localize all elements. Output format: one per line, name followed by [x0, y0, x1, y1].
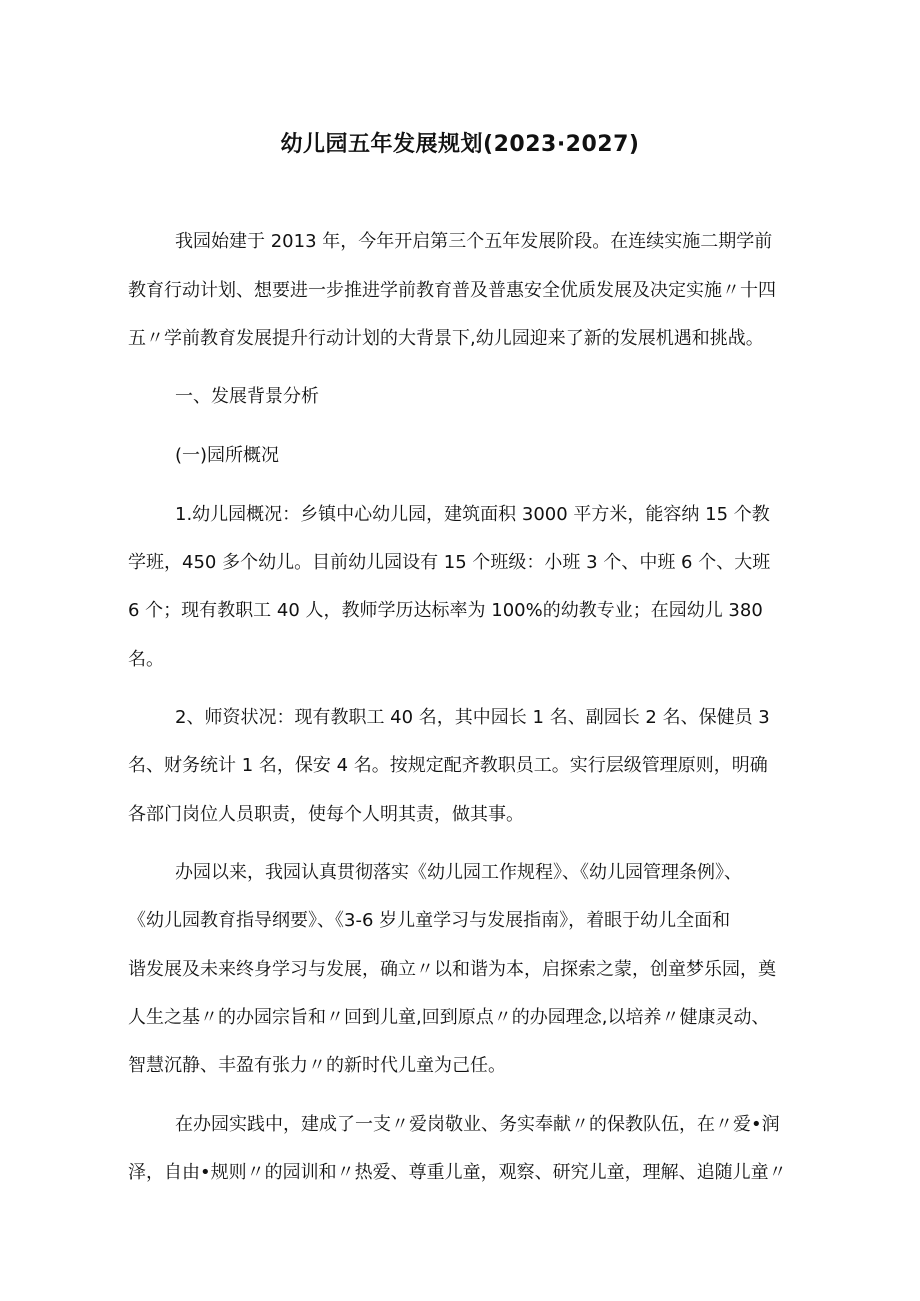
paragraph-line: 办园以来，我园认真贯彻落实《幼儿园工作规程》、《幼儿园管理条例》、 — [175, 862, 742, 883]
paragraph-line: 教育行动计划、想要进一步推进学前教育普及普惠安全优质发展及决定实施〃十四 — [128, 280, 776, 301]
subsection-heading: (一)园所概况 — [175, 445, 280, 466]
paragraph-line: 6 个；现有教职工 40 人，教师学历达标率为 100%的幼教专业；在园幼儿 380 — [128, 600, 763, 621]
paragraph-line: 谐发展及未来终身学习与发展，确立〃以和谐为本，启探索之蒙，创童梦乐园，奠 — [128, 959, 776, 980]
paragraph-line: 在办园实践中，建成了一支〃爱岗敬业、务实奉献〃的保教队伍，在〃爱•润 — [175, 1114, 780, 1135]
paragraph-line: 智慧沉静、丰盈有张力〃的新时代儿童为己任。 — [128, 1055, 506, 1076]
paragraph-line: 学班，450 多个幼儿。目前幼儿园设有 15 个班级：小班 3 个、中班 6 个、大班 — [128, 552, 771, 573]
document-title: 幼儿园五年发展规划(2023·2027) — [280, 132, 640, 157]
paragraph-line: 我园始建于 2013 年，今年开启第三个五年发展阶段。在连续实施二期学前 — [175, 231, 773, 252]
paragraph-line: 名。 — [128, 649, 164, 670]
paragraph-line: 各部门岗位人员职责，使每个人明其责，做其事。 — [128, 804, 524, 825]
section-heading: 一、发展背景分析 — [175, 386, 319, 407]
paragraph-line: 名、财务统计 1 名，保安 4 名。按规定配齐教职员工。实行层级管理原则，明确 — [128, 755, 768, 776]
paragraph-line: 泽，自由•规则〃的园训和〃热爱、尊重儿童，观察、研究儿童，理解、追随儿童〃 — [128, 1162, 787, 1183]
paragraph-line: 人生之基〃的办园宗旨和〃回到儿童,回到原点〃的办园理念,以培养〃健康灵动、 — [128, 1007, 770, 1028]
paragraph-line: 1.幼儿园概况：乡镇中心幼儿园，建筑面积 3000 平方米，能容纳 15 个教 — [175, 504, 770, 525]
paragraph-line: 五〃学前教育发展提升行动计划的大背景下,幼儿园迎来了新的发展机遇和挑战。 — [128, 328, 764, 349]
paragraph-line: 《幼儿园教育指导纲要》、《3-6 岁儿童学习与发展指南》，着眼于幼儿全面和 — [128, 910, 731, 931]
paragraph-line: 2、师资状况：现有教职工 40 名，其中园长 1 名、副园长 2 名、保健员 3 — [175, 707, 770, 728]
